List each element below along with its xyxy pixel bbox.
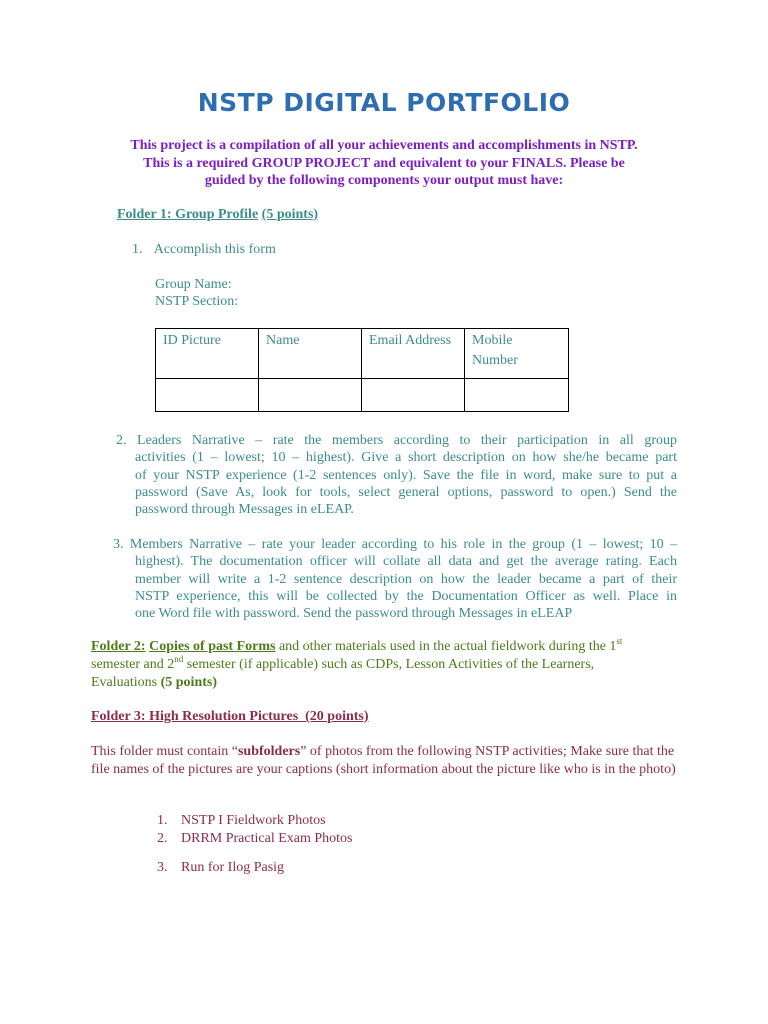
leaders-narrative-line: of your NSTP experience (1-2 sentences only). Save the file in word, make sure to put a	[135, 467, 677, 483]
folder2-paragraph	[91, 638, 681, 692]
members-narrative-line: NSTP experience, this will be collected by the Documentation Officer as well. Place in	[135, 588, 677, 604]
folder3-body-a: This folder must contain “	[91, 744, 238, 759]
photo-list-item	[157, 813, 326, 829]
photo-item-number: 3.	[157, 860, 168, 875]
photo-list-item	[157, 860, 284, 876]
folder2-text-4: Evaluations	[91, 675, 158, 690]
folder3-subfolders: subfolders	[237, 744, 301, 759]
intro-paragraph	[100, 137, 668, 190]
table-header-row	[156, 329, 569, 379]
folder1-item-1-text: Accomplish this form	[153, 242, 276, 257]
members-narrative-line: 3. Members Narrative – rate your leader according to his role in the group (1 – lowest; 10 –	[113, 537, 677, 552]
leaders-narrative-line: activities (1 – lowest; 10 – highest). Give a short description on how she/he became part	[135, 450, 677, 466]
nstp-section-label: NSTP Section:	[155, 294, 239, 309]
folder2-points: (5 points)	[160, 675, 218, 690]
intro-line-2: This is a required GROUP PROJECT and equivalent to your FINALS. Please be	[143, 155, 625, 171]
intro-line-3: guided by the following components your output must have:	[204, 173, 564, 188]
folder3-body-b: ” of photos from the following NSTP activities; Make sure that the file names of the pictures are your captions (short information about the picture like who is in the photo)	[91, 744, 676, 777]
table-header-name: Name	[259, 329, 362, 379]
folder1-heading	[117, 207, 318, 223]
folder3-heading: Folder 3: High Resolution Pictures (20 points)	[91, 709, 369, 724]
group-name-label: Group Name:	[155, 277, 232, 292]
folder2-text-1: and other materials used in the actual fieldwork during the 1	[278, 639, 617, 654]
leaders-narrative	[116, 432, 677, 518]
table-header-email: Email Address	[362, 329, 465, 379]
folder2-label: Folder 2:	[91, 639, 146, 654]
leaders-narrative-line: password through Messages in eLEAP.	[135, 502, 354, 518]
folder3-description	[91, 743, 683, 779]
members-narrative-line: member will write a 1-2 sentence description on how the leader became a part of their	[135, 571, 677, 587]
photo-item-number: 1.	[157, 813, 168, 828]
members-narrative-line: highest). The documentation officer will collate all data and get the average rating. Each	[135, 554, 677, 570]
table-cell-name	[259, 379, 362, 412]
table-row	[156, 379, 569, 412]
folder2-text-2: semester and 2	[91, 657, 175, 672]
intro-line-1: This project is a compilation of all your achievements and accomplishments in NSTP.	[130, 138, 638, 153]
group-profile-table	[155, 328, 569, 412]
table-header-mobile: Mobile Number	[465, 329, 569, 379]
folder2-sup-1: st	[616, 636, 623, 646]
folder1-item-1-number: 1.	[132, 242, 143, 257]
table-cell-id-picture	[156, 379, 259, 412]
members-narrative-line: one Word file with password. Send the password through Messages in eLEAP	[135, 606, 573, 622]
photo-item-text: NSTP I Fieldwork Photos	[181, 813, 326, 828]
folder2-sup-2: nd	[174, 654, 184, 664]
folder2-copies-label: Copies of past Forms	[149, 639, 276, 654]
leaders-narrative-line: 2. Leaders Narrative – rate the members according to their participation in all group	[116, 433, 677, 448]
table-header-id-picture: ID Picture	[156, 329, 259, 379]
photo-list-item	[157, 831, 353, 847]
photo-item-text: Run for Ilog Pasig	[181, 860, 285, 875]
leaders-narrative-line: password (Save As, look for tools, select general options, password to open.) Send the	[135, 484, 677, 500]
members-narrative	[113, 536, 677, 622]
table-cell-mobile	[465, 379, 569, 412]
folder1-item-1	[132, 242, 276, 258]
photo-item-text: DRRM Practical Exam Photos	[181, 831, 353, 846]
folder1-heading-label: Folder 1: Group Profile	[117, 207, 259, 222]
folder1-points: (5 points)	[261, 207, 319, 222]
folder2-text-3: semester (if applicable) such as CDPs, Lesson Activities of the Learners,	[186, 657, 595, 672]
photo-item-number: 2.	[157, 831, 168, 846]
table-cell-email	[362, 379, 465, 412]
page-title: NSTP DIGITAL PORTFOLIO	[197, 88, 571, 117]
